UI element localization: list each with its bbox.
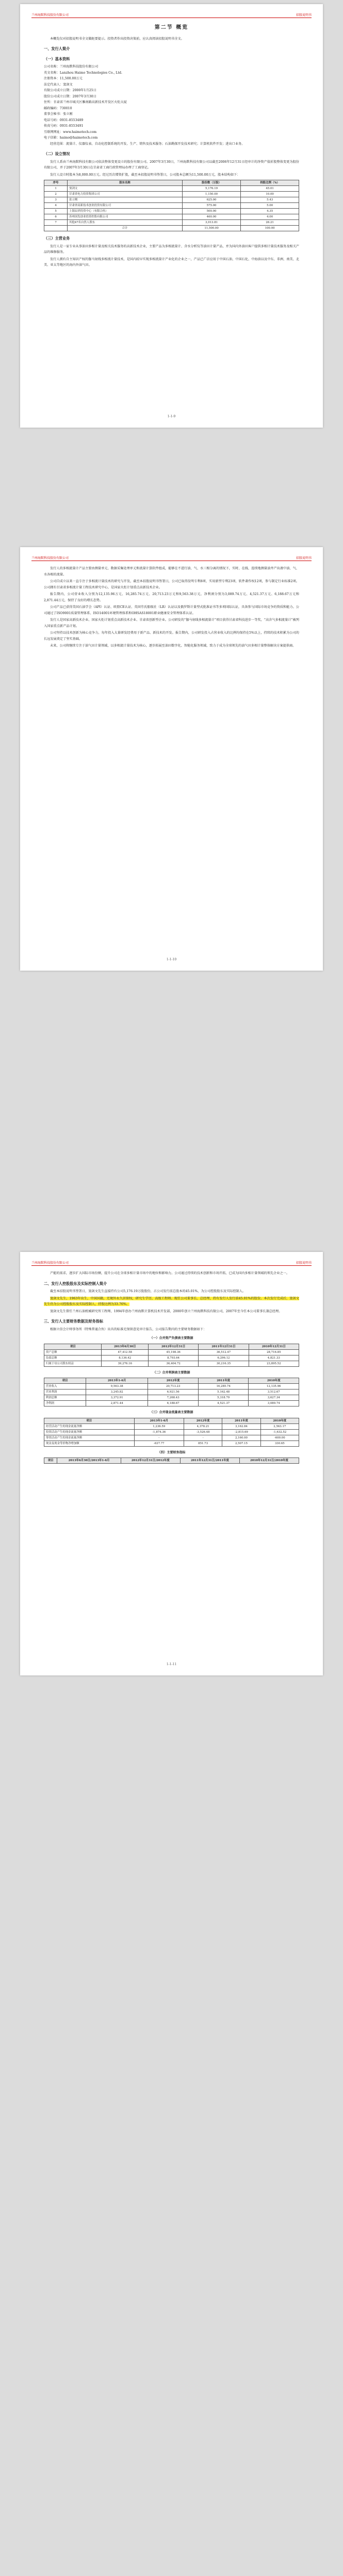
table-cell: 36,512.47 [199,1349,249,1355]
table-row [44,220,299,226]
basic-info-line: 股份公司成立日期：2007年3月30日 [44,94,96,98]
table-cell: 625.00 [182,197,240,203]
basic-info-line: 英文名称：Lanzhou Haimo Technologies Co., Ltd. [44,71,122,75]
subsection-heading: （二）设立情况 [44,151,70,156]
table-cell: 10.00 [241,192,299,197]
table-title: （四）主要财务指标 [157,1450,186,1454]
table-cell: 窦剑文 [68,186,183,192]
table-header-cell: 2011年12月31日 [199,1344,249,1349]
section-heading: 二、发行人控股股东及实际控制人简介 [44,1281,107,1286]
intro-paragraph: 本概览仅对招股说明书全文做扼要提示。投资者作出投资决策前，应认真阅读招股说明书全文。 [50,37,184,41]
table-cell: 851.73 [184,1440,222,1446]
table-header-cell: 2010年12月31日 [249,1344,299,1349]
table-cell: 苏州国发创业投资控股有限公司 [68,214,183,220]
table-cell: -600.00 [260,1435,299,1440]
table-cell: -2,815.69 [222,1429,260,1435]
income-statement-table [44,1378,299,1406]
table-cell: 3,089.74 [249,1401,299,1406]
table-row [44,1361,299,1366]
table-cell: 甘肃省电力投资集团公司 [68,192,183,197]
table-cell: 28,716.85 [249,1349,299,1355]
subsection-heading: （一）基本资料 [44,56,70,61]
table-cell: 30,216.35 [199,1361,249,1366]
table-title: （一）合并资产负债表主要数据 [150,1336,193,1340]
table-header-cell: 2012年12月31日/2012年度 [121,1458,180,1464]
table-header-cell: 项目 [44,1378,86,1384]
table-cell: 45,198.36 [148,1349,198,1355]
table-cell: 16,285.74 [198,1384,249,1389]
table-cell: 3,512.67 [249,1389,299,1395]
table-row [44,1401,299,1406]
table-cell: 3,162.84 [222,1423,260,1429]
table-row [44,1395,299,1401]
table-cell: 2 [44,192,68,197]
basic-info-line: 法定代表人：窦剑文 [44,82,73,87]
section-heading: 三、发行人主要财务数据及财务指标 [44,1319,104,1324]
table-header-cell: 2010年度 [249,1378,299,1384]
table-cell: 39,276.16 [102,1361,148,1366]
table-header-cell: 股份数（万股） [182,180,240,186]
table-cell: 7 [44,220,68,226]
document-page-3 [20,1252,323,1675]
section-heading: 一、发行人简介 [44,46,70,51]
table-cell: 投资活动产生的现金流量净额 [44,1429,135,1435]
table-cell: 47,412.58 [102,1349,148,1355]
basic-info-line: 电话号码：0931-8553489 [44,118,84,122]
body-paragraph: 窦剑文先生曾任兰州石油机械研究所工程师，1994年创办兰州海默计算机技术开发部，2000年创立兰州海默科技有限公司，2007年至今任本公司董事长兼总经理。 [50,1309,282,1313]
table-cell: -3,526.48 [184,1429,222,1435]
table-cell: 4,378.21 [184,1423,222,1429]
setup-paragraph: 发行人设立时股本为8,000.00万元。经过历次增资扩股，截至本招股说明书签署日，公司股本总额为11,500.00万元，股本结构如下： [50,173,240,177]
table-row [44,203,299,209]
basic-info-line: 公司名称：兰州海默科技股份有限公司 [44,65,99,69]
page-number: 1-1-9 [167,415,176,418]
basic-info-line: 有限公司成立日期：2000年1月25日 [44,89,96,92]
table-cell: 5,162.48 [198,1389,249,1395]
body-paragraph: 公司产品已获得美国石油学会（API）认证、欧盟CE认证、英国劳氏船级社（LR）认证以及俄罗斯计量型式批准证书等多项国际认证，具备参与国际市场竞争的资质和能力。公司通过了ISO9001质量管理体系、ISO14001环境管理体系和OHSAS18001职业健康安全管理体系认证。 [44,605,299,615]
page-header [31,11,312,18]
table-row [44,197,299,203]
table-row [44,209,299,214]
highlighted-paragraph [44,1296,299,1308]
table-header-cell: 项目 [44,1458,57,1464]
header-company: 兰州海默科技股份有限公司 [31,13,69,17]
table-header-cell: 2011年12月31日/2011年度 [180,1458,239,1464]
table-cell: 6 [44,214,68,220]
body-paragraph: 发行人的多相流量计产品主要由测量单元、数据采集处理单元和流量计算软件组成，能够在不进行油、气、水三相分离的情况下，实时、在线、连续地测量油井产出液中油、气、水各相的流量。 [44,567,299,577]
table-header-cell: 2012年12月31日 [148,1344,198,1349]
business-paragraph: 发行人拥有自主知识产权的伽马射线多相流计量技术，是国内较早实现多相流量计产业化的企业之一，产品已广泛应用于中国石油、中国石化、中海油以及中东、非洲、南美、北美、亚太等地区的海内外油气田。 [44,257,299,267]
table-row [44,1355,299,1361]
basic-info-line: 传真号码：0931-8553491 [44,124,84,128]
header-company: 兰州海默科技股份有限公司 [31,556,69,560]
table-header-cell: 2013年6月30日 [102,1344,148,1349]
table-cell: 11,500.00 [182,226,240,231]
table-cell: 3,245.82 [86,1389,148,1395]
body-paragraph: 报告期内，公司营业收入分别为12,135.96万元、16,285.74万元、20,713.23万元和9,563.38万元，净利润分别为3,089.74万元、4,521.37万元、6,188.67万元和2,871.44万元，保持了良好的增长态势。 [44,592,299,602]
table-cell: 5 [44,209,68,214]
body-paragraph: 截至本招股说明书签署日，窦剑文先生直接持有公司5,176.19万股股份，占公司发行前总股本的45.01%，为公司控股股东及实际控制人。 [50,1290,246,1293]
basic-info-line: 董事会秘书：张立刚 [44,112,73,116]
basic-info-line: 互联网网址：www.haimotech.com [44,130,97,134]
table-cell: 甘肃省高新技术创业投资有限公司 [68,203,183,209]
table-cell: 9,563.38 [86,1384,148,1389]
table-title: （三）合并现金流量表主要数据 [150,1411,193,1414]
table-cell: 其他47名自然人股东 [68,220,183,226]
table-cell: 26.21 [241,220,299,226]
balance-sheet-table [44,1344,299,1367]
table-cell: 1 [44,186,68,192]
table-cell: 2,871.44 [86,1401,148,1406]
table-cell: 3,372.91 [86,1395,148,1401]
table-cell: 4.35 [241,209,299,214]
header-doc-type: 招股说明书 [296,13,312,17]
header-company: 兰州海默科技股份有限公司 [31,1261,69,1265]
table-cell [44,226,68,231]
table-cell: 8,136.42 [102,1355,148,1361]
table-cell: 330.65 [260,1440,299,1446]
table-cell: 营业收入 [44,1384,86,1389]
table-row [44,214,299,220]
document-page-1 [20,4,323,428]
table-cell: 4,821.33 [249,1355,299,1361]
page-header [31,554,312,561]
table-header-cell: 2011年度 [198,1378,249,1384]
chapter-title: 第二节 概览 [154,25,189,30]
table-cell: -1,632.52 [260,1429,299,1435]
table-header-cell: 项目 [44,1418,135,1423]
table-cell: 3 [44,197,68,203]
table-cell: 4.00 [241,214,299,220]
table-cell: 归属于母公司股东权益 [44,1361,102,1366]
document-page-2 [20,547,323,971]
table-row [44,1389,299,1395]
header-doc-type: 招股说明书 [296,1261,312,1265]
table-cell: 5,318.79 [198,1395,249,1401]
table-header-cell: 2010年12月31日/2010年度 [239,1458,299,1464]
table-header-cell: 序号 [44,180,68,186]
page-number: 1-1-11 [166,1663,177,1666]
basic-info-line: 经营范围：流量计、仪器仪表、自动化控制系统的开发、生产、销售及技术服务；石油勘探开发技术研究；计算机软件开发；进出口业务。 [50,142,245,146]
page-header [31,1259,312,1266]
table-cell: 2,507.15 [222,1440,260,1446]
table-cell: 7,268.43 [148,1395,199,1401]
shareholder-table [44,180,299,231]
basic-info-line: 住所：甘肃省兰州市城关区雁南路高新技术开发区火炬大厦 [44,100,127,104]
basic-info-line: 电子信箱：haimo@haimotech.com [44,136,98,140]
page-number: 1-1-10 [166,958,177,961]
table-cell: 36,404.72 [148,1361,198,1366]
table-header-cell: 持股比例（%） [241,180,299,186]
table-cell: 4,521.37 [198,1401,249,1406]
table-header-cell: 2013年1-6月 [86,1378,148,1384]
table-header-cell: 2011年度 [222,1418,260,1423]
table-header-cell: 2013年1-6月 [134,1418,184,1423]
table-row [44,1384,299,1389]
table-cell: -1,874.36 [134,1429,184,1435]
table-cell: 5,176.19 [182,186,240,192]
table-cell: 12,135.96 [249,1384,299,1389]
table-cell: -637.77 [134,1440,184,1446]
table-cell: 23,895.52 [249,1361,299,1366]
table-cell: 现金及现金等价物净增加额 [44,1440,135,1446]
table-header-cell: 2013年6月30日/2013年1-6月 [57,1458,121,1464]
table-row [44,1423,299,1429]
body-paragraph: 产能的需求，逐步扩大国际市场份额，提升公司在全球多相计量市场中的地位和影响力。公司通过持续的技术创新和市场开拓，已成为国内多相计量领域的领先企业之一。 [50,1272,290,1275]
table-cell: - [134,1435,184,1440]
table-cell: 3,627.34 [249,1395,299,1401]
body-paragraph: 发行人是国家高新技术企业、国家火炬计划重点高新技术企业、甘肃省创新型企业。公司研发的“伽马射线多相流量计”项目获得甘肃省科技进步一等奖，“高含气多相流量计”被列入国家重点新产品计划。 [44,618,299,628]
table-header-cell: 项目 [44,1344,102,1349]
table-cell: 1,236.59 [134,1423,184,1429]
table-cell: 6,296.12 [199,1355,249,1361]
table-cell: 4 [44,203,68,209]
table-cell: 5.43 [241,197,299,203]
table-cell: - [184,1435,222,1440]
table-row [44,1435,299,1440]
table-cell: 3,013.81 [182,220,240,226]
table-cell: 净利润 [44,1401,86,1406]
table-cell: 资产总额 [44,1349,102,1355]
subsection-heading: （三）主营业务 [44,236,70,241]
table-cell: 2,160.00 [222,1435,260,1440]
table-header-cell: 2010年度 [260,1418,299,1423]
table-cell: 张立刚 [68,197,183,203]
basic-info-line: 注册资本：11,500.00万元 [44,77,83,80]
financial-indicator-table-header [44,1458,299,1464]
table-cell: 20,713.23 [148,1384,199,1389]
cash-flow-table [44,1418,299,1447]
table-header-cell: 2012年度 [148,1378,199,1384]
business-paragraph: 发行人是一家专业从事油田多相计量及相关技术服务的高新技术企业，主要产品为多相流量计、含水分析仪等油田计量产品，并为国内外油田客户提供多相计量技术服务及相关产品的维修服务。 [44,244,299,254]
table-cell: 575.00 [182,203,240,209]
table-header-cell: 股东名称 [68,180,183,186]
table-cell: 6,921.56 [148,1389,199,1395]
body-paragraph: 公司坚持以技术创新为核心竞争力，每年投入大量研发经费用于新产品、新技术的开发。报告期内，公司研发投入占营业收入的比例均保持在5%以上，持续的技术积累为公司的长远发展奠定了坚实基础。 [44,631,299,641]
table-row [44,192,299,197]
setup-paragraph: 发行人系由兰州海默科技有限公司依法整体变更设立的股份有限公司。2007年3月30日，兰州海默科技有限公司以截至2006年12月31日经审计的净资产值折股整体变更为股份有限公司，并于2007年3月30日在甘肃省工商行政管理局办理了工商登记。 [44,160,299,170]
table-cell: 1,150.00 [182,192,240,197]
table-row [44,1349,299,1355]
table-cell: 营业利润 [44,1389,86,1395]
table-cell: 经营活动产生的现金流量净额 [44,1423,135,1429]
table-cell: 460.00 [182,214,240,220]
table-cell: 100.00 [241,226,299,231]
table-cell: 500.00 [182,209,240,214]
header-doc-type: 招股说明书 [296,556,312,560]
table-cell: 2,563.17 [260,1423,299,1429]
body-paragraph: 公司自成立以来一直专注于多相流计量技术的研究与开发，截至本招股说明书签署日，公司已取得发明专利8项、实用新型专利23项、软件著作权12项，参与制定行业标准2项。公司拥有甘肃省多相流计量工程技术研究中心，是国家火炬计划重点高新技术企业。 [44,580,299,589]
table-cell: 6,188.67 [148,1401,199,1406]
table-cell: 45.01 [241,186,299,192]
table-cell: 负债总额 [44,1355,102,1361]
table-row [44,226,299,231]
table-cell: 筹资活动产生的现金流量净额 [44,1435,135,1440]
highlight-text: 窦剑文先生，1963年出生，中国国籍，无境外永久居留权，研究生学历，高级工程师。现任公司董事长、总经理，持有发行人发行前45.01%的股份。本次发行完成后，窦剑文先生仍为公司控股股东及实际控制人，持股比例为33.76%。 [44,1296,299,1306]
table-cell: 8,793.64 [148,1355,198,1361]
body-paragraph: 未来，公司将继续专注于油气田计量领域，以多相流计量技术为核心，逐步拓展至油田数字化、智能化服务领域，致力于成为全球领先的油气田多相计量整体解决方案提供商。 [50,644,296,648]
body-paragraph: 根据立信会计师事务所（特殊普通合伙）出具的标准无保留意见审计报告，公司报告期内的主要财务数据如下： [50,1327,207,1331]
basic-info-line: 邮政编码：730010 [44,106,72,110]
table-cell: 上海辰祥投资中心（有限合伙） [68,209,183,214]
table-cell: 合计 [68,226,183,231]
table-header-cell: 2012年度 [184,1418,222,1423]
table-row [44,1440,299,1446]
table-row [44,186,299,192]
table-title: （二）合并利润表主要数据 [153,1370,190,1375]
table-row [44,1429,299,1435]
table-cell: 5.00 [241,203,299,209]
table-cell: 利润总额 [44,1395,86,1401]
